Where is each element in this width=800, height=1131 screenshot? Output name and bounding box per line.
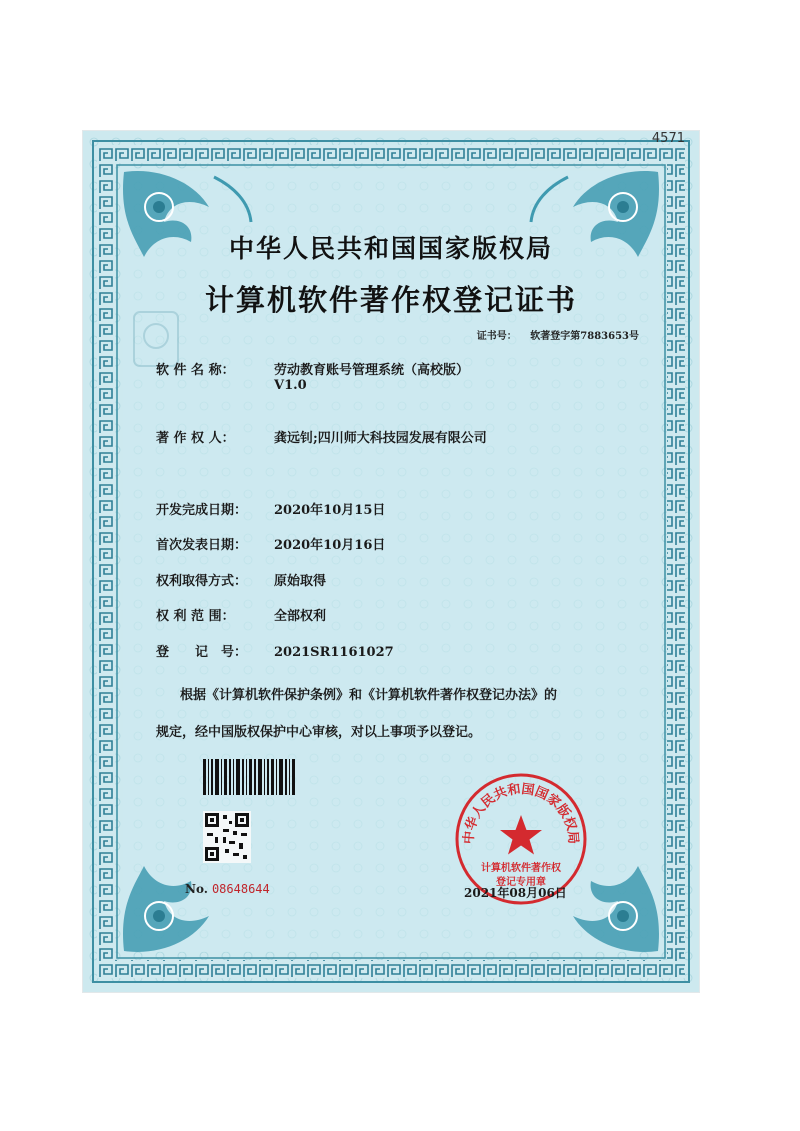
field-value: 劳动教育账号管理系统（高校版） [274, 363, 470, 378]
field-label: 权 利 范 围： [156, 609, 235, 624]
field-value: 2020年10月15日 [274, 503, 386, 518]
corner-ornament-top-right [523, 167, 663, 287]
field-software-name [156, 359, 469, 378]
qr-code [203, 811, 251, 863]
field-label: 登 记 号： [156, 645, 248, 660]
field-rights-scope [156, 605, 326, 624]
statement-line-2: 规定，经中国版权保护中心审核，对以上事项予以登记。 [156, 725, 482, 740]
statement-line-1: 根据《计算机软件保护条例》和《计算机软件著作权登记办法》的 [180, 688, 558, 703]
seal-center-line-2: 登记专用章 [496, 877, 546, 888]
issue-date: 2021年08月06日 [464, 886, 567, 900]
field-label: 首次发表日期： [156, 538, 248, 553]
serial-number-label: No. [185, 882, 208, 896]
field-copyright-holder [156, 427, 487, 446]
seal-ring-text: 中华人民共和国国家版权局 [461, 781, 581, 845]
field-dev-completion-date [156, 499, 385, 518]
field-value: 龚远钊;四川师大科技园发展有限公司 [274, 431, 487, 446]
field-registration-no [156, 641, 394, 660]
certificate-number [477, 327, 639, 342]
field-first-publish-date [156, 534, 385, 553]
issuing-authority: 中华人民共和国国家版权局 [228, 234, 553, 263]
serial-number [185, 882, 270, 896]
certificate-number-label: 证书号： [476, 331, 517, 342]
seal-star-icon [500, 815, 542, 855]
certificate-title: 计算机软件著作权登记证书 [204, 283, 577, 317]
field-value: 2021SR1161027 [274, 645, 394, 660]
software-version: V1.0 [274, 378, 307, 393]
field-rights-acquisition [156, 570, 326, 589]
field-label: 著 作 权 人： [156, 431, 235, 446]
corner-ornament-top-left [119, 167, 259, 287]
field-value: 全部权利 [274, 609, 327, 624]
seal-center-line-1: 计算机软件著作权 [481, 863, 561, 874]
certificate [83, 131, 699, 992]
field-label: 软 件 名 称： [156, 363, 235, 378]
field-value: 原始取得 [274, 574, 327, 589]
handwritten-note: 4571 [651, 131, 685, 146]
field-label: 开发完成日期： [156, 503, 248, 518]
barcode [203, 759, 295, 795]
certificate-number-value: 软著登字第7883653号 [530, 331, 639, 342]
serial-number-value: 08648644 [211, 882, 270, 896]
field-value: 2020年10月16日 [274, 538, 386, 553]
certificate-paper [83, 131, 699, 992]
field-label: 权利取得方式： [156, 574, 248, 589]
